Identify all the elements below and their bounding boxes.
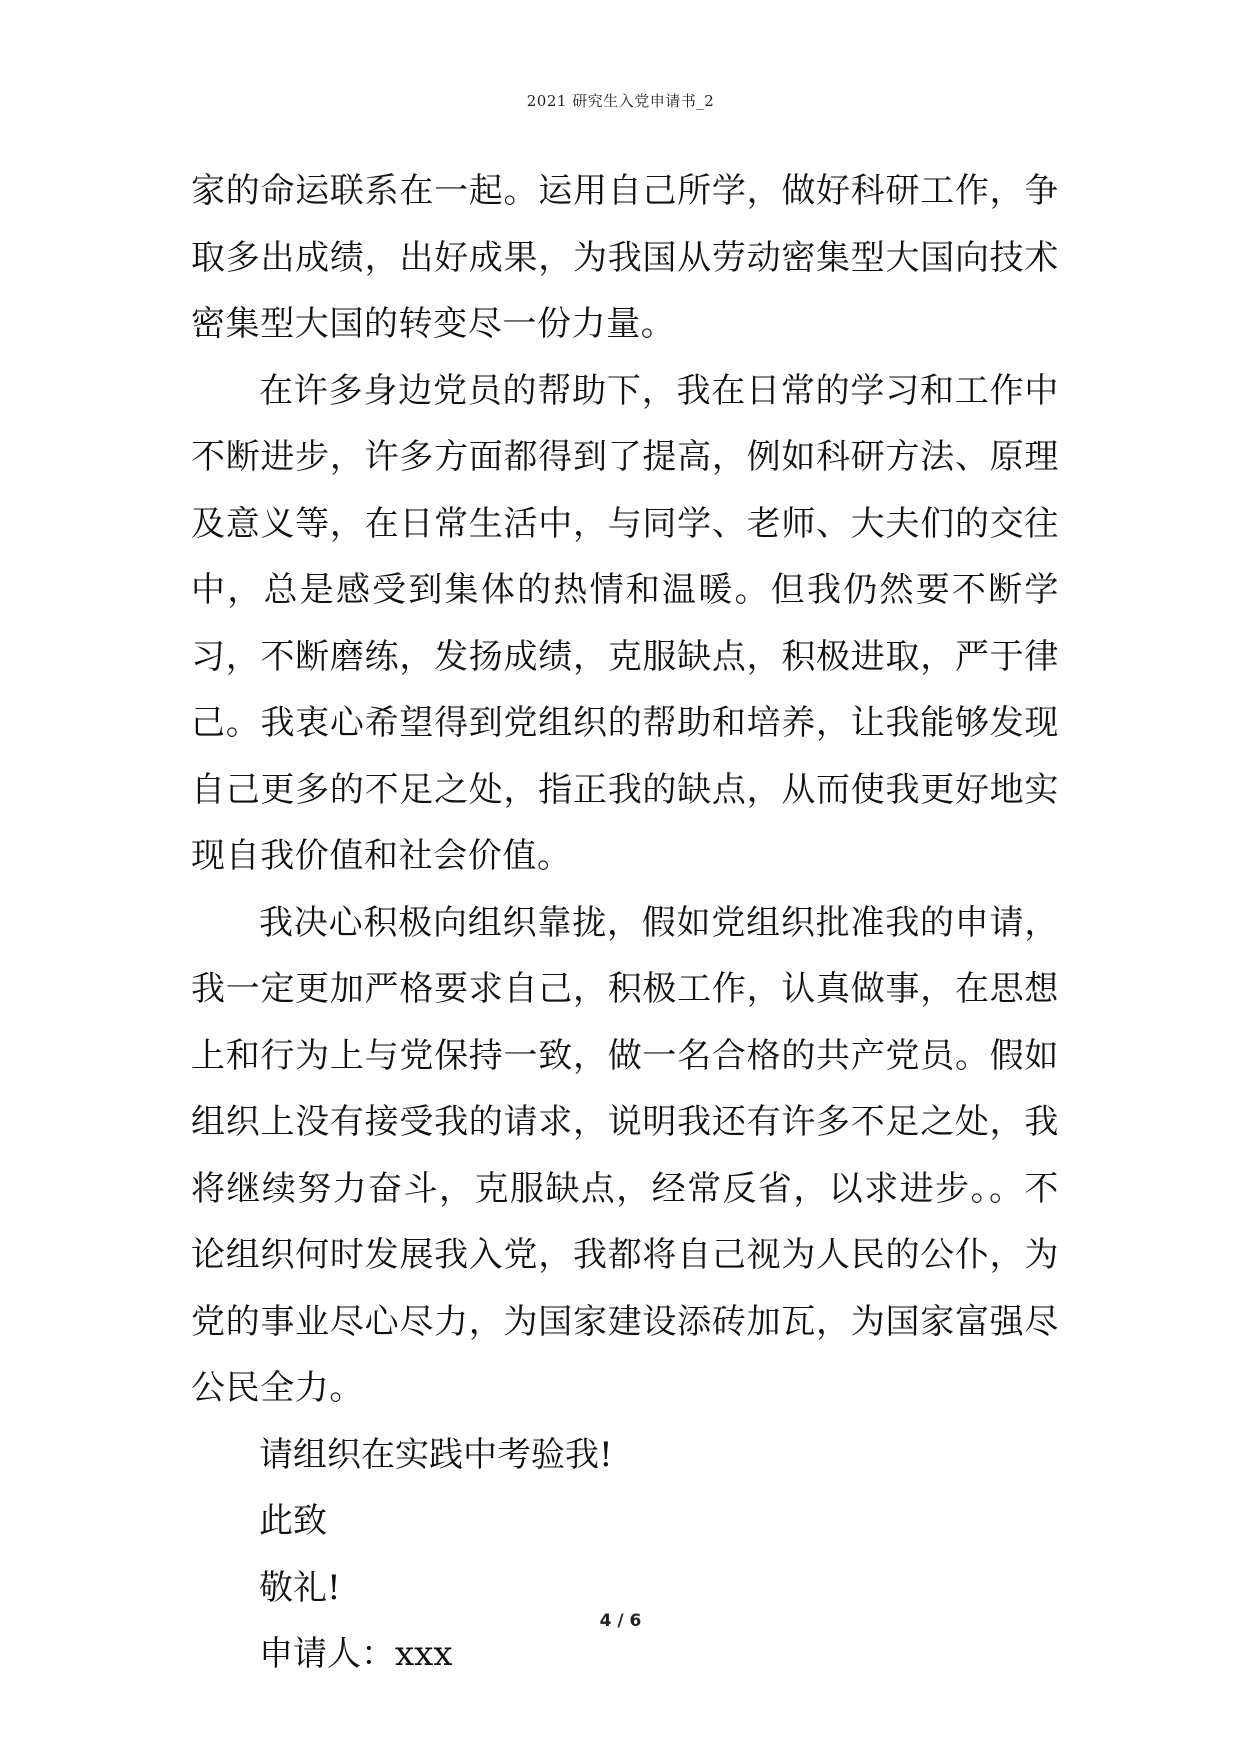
paragraph-growth: 在许多身边党员的帮助下，我在日常的学习和工作中不断进步，许多方面都得到了提高，例如科研方法、原理及意义等，在日常生活中，与同学、老师、大夫们的交往中，总是感受到集体的热情和温暖。但我仍然要不断学习，不断磨练，发扬成绩，克服缺点，积极进取，严于律己。我衷心希望得到党组织的帮助和培养，让我能够发现自己更多的不足之处，指正我的缺点，从而使我更好地实现自我价值和社会价值。: [191, 370, 1059, 876]
paragraph-continuation: 家的命运联系在一起。运用自己所学，做好科研工作，争取多出成绩，出好成果，为我国从劳动密集型大国向技术密集型大国的转变尽一份力量。: [191, 171, 1059, 344]
page-number: 4 / 6: [599, 1611, 642, 1631]
document-body: [191, 158, 1059, 1688]
page-header-title: 2021 研究生入党申请书_2: [526, 92, 715, 110]
closing-request: 请组织在实践中考验我!: [259, 1434, 613, 1475]
closing-regards: 敬礼!: [259, 1567, 341, 1608]
applicant-signature: 申请人：xxx: [259, 1634, 453, 1674]
paragraph-resolution: 我决心积极向组织靠拢，假如党组织批准我的申请，我一定更加严格要求自己，积极工作，认真做事，在思想上和行为上与党保持一致，做一名合格的共产党员。假如组织上没有接受我的请求，说明我还有许多不足之处，我将继续努力奋斗，克服缺点，经常反省，以求进步。。不论组织何时发展我入党，我都将自己视为人民的公仆，为党的事业尽心尽力，为国家建设添砖加瓦，为国家富强尽公民全力。: [191, 902, 1059, 1408]
closing-salutation: 此致: [259, 1501, 327, 1541]
